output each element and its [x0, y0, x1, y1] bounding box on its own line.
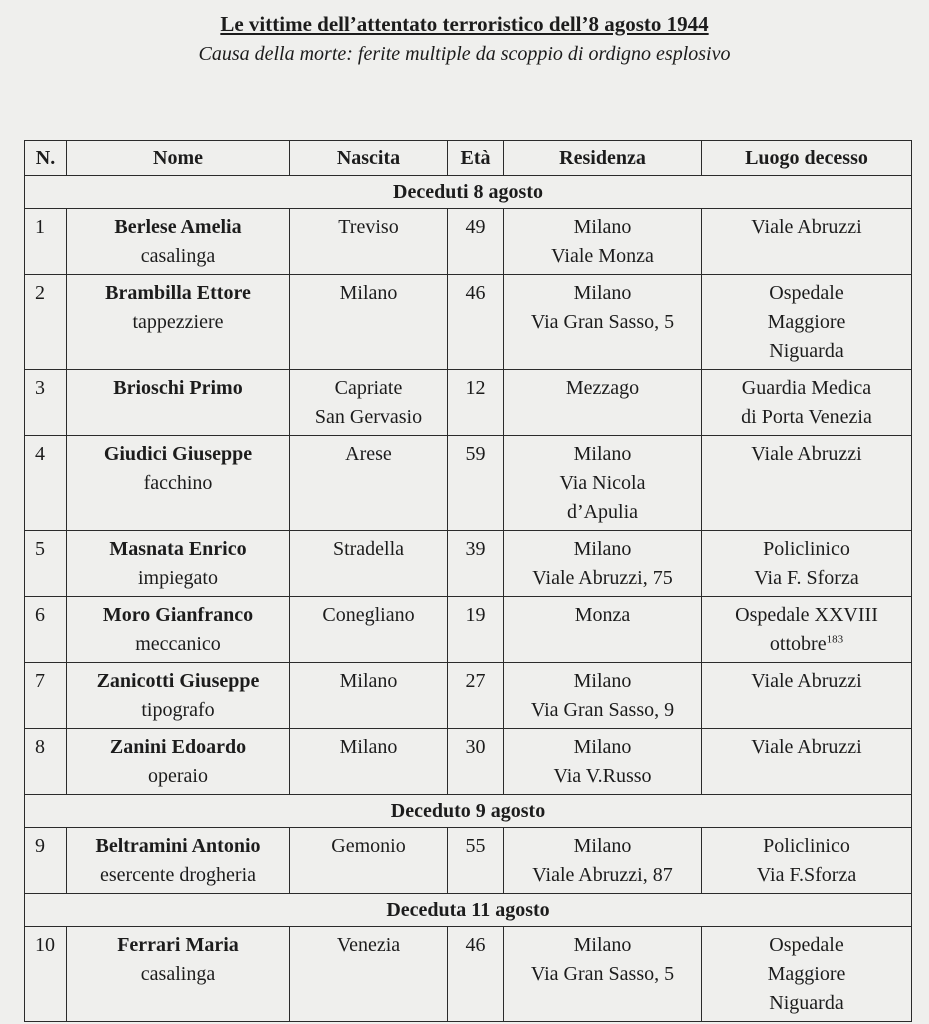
- death-place-line: Maggiore: [767, 311, 846, 333]
- death-place-line-with-note: [706, 630, 907, 659]
- cell-age: 59: [448, 436, 504, 531]
- residence-line: d’Apulia: [566, 501, 639, 523]
- birthplace-line: Milano: [339, 670, 398, 692]
- cell-number: 1: [25, 209, 67, 275]
- death-place-line: Ospedale XXVIII: [735, 604, 878, 626]
- victim-name: Beltramini Antonio: [95, 835, 261, 857]
- column-header-death-place: Luogo decesso: [702, 141, 912, 176]
- birthplace-line: Venezia: [336, 934, 401, 956]
- death-place-line: ottobre: [769, 633, 827, 655]
- residence-line: Milano: [573, 835, 632, 857]
- death-place-line: Viale Abruzzi: [751, 736, 862, 758]
- group-label: Deceduta 11 agosto: [25, 894, 912, 927]
- cell-residence: [504, 436, 702, 531]
- cell-birthplace: [290, 729, 448, 795]
- group-header-row: [25, 795, 912, 828]
- cell-number: 5: [25, 531, 67, 597]
- column-header-residence: Residenza: [504, 141, 702, 176]
- cell-birthplace: [290, 531, 448, 597]
- table-body: [25, 176, 912, 1022]
- cell-age: 27: [448, 663, 504, 729]
- cell-residence: [504, 663, 702, 729]
- victim-occupation: tipografo: [141, 699, 215, 721]
- birthplace-line: Gemonio: [331, 835, 406, 857]
- death-place-line: Policlinico: [763, 835, 850, 857]
- cell-birthplace: [290, 927, 448, 1022]
- cell-death-place: [702, 209, 912, 275]
- cell-number: 8: [25, 729, 67, 795]
- cell-death-place: [702, 436, 912, 531]
- cell-name: [67, 597, 290, 663]
- cell-birthplace: [290, 370, 448, 436]
- cell-birthplace: [290, 436, 448, 531]
- victim-name: Zanicotti Giuseppe: [96, 670, 260, 692]
- death-place-line: Viale Abruzzi: [751, 443, 862, 465]
- victim-occupation: tappezziere: [132, 311, 224, 333]
- cell-name: [67, 927, 290, 1022]
- residence-line: Milano: [573, 538, 632, 560]
- residence-line: Milano: [573, 934, 632, 956]
- death-place-line: Maggiore: [767, 963, 846, 985]
- death-place-line: Via F. Sforza: [754, 567, 859, 589]
- cell-name: [67, 209, 290, 275]
- cell-number: 10: [25, 927, 67, 1022]
- death-place-line: Ospedale: [769, 282, 844, 304]
- death-place-line: Viale Abruzzi: [751, 216, 862, 238]
- cell-residence: [504, 209, 702, 275]
- table-row: [25, 663, 912, 729]
- page-title: Le vittime dell’attentato terroristico dell’8 agosto 1944: [220, 12, 709, 36]
- cell-number: 3: [25, 370, 67, 436]
- table-header-row: [25, 141, 912, 176]
- footnote-marker[interactable]: 183: [826, 633, 844, 646]
- cell-name: [67, 729, 290, 795]
- cell-residence: [504, 275, 702, 370]
- residence-line: Viale Abruzzi, 75: [532, 567, 673, 589]
- residence-line: Viale Monza: [551, 245, 654, 267]
- cell-birthplace: [290, 828, 448, 894]
- table-row: [25, 927, 912, 1022]
- cell-age: 12: [448, 370, 504, 436]
- residence-line: Milano: [573, 216, 632, 238]
- cell-number: 7: [25, 663, 67, 729]
- birthplace-line: Milano: [339, 282, 398, 304]
- cell-residence: [504, 597, 702, 663]
- victim-occupation: meccanico: [135, 633, 221, 655]
- death-place-line: Niguarda: [769, 340, 844, 362]
- residence-line: Milano: [573, 736, 632, 758]
- death-place-line: Policlinico: [763, 538, 850, 560]
- cell-name: [67, 370, 290, 436]
- residence-line: Milano: [573, 443, 632, 465]
- column-header-number: N.: [25, 141, 67, 176]
- victim-name: Brambilla Ettore: [105, 282, 251, 304]
- death-place-line: di Porta Venezia: [741, 406, 872, 428]
- death-place-line: Ospedale: [769, 934, 844, 956]
- victim-name: Masnata Enrico: [109, 538, 247, 560]
- victim-occupation: operaio: [148, 765, 208, 787]
- cell-name: [67, 275, 290, 370]
- table-row: [25, 828, 912, 894]
- residence-line: Via Gran Sasso, 9: [530, 699, 675, 721]
- cell-birthplace: [290, 597, 448, 663]
- table-row: [25, 209, 912, 275]
- cell-age: 39: [448, 531, 504, 597]
- residence-line: Viale Abruzzi, 87: [532, 864, 673, 886]
- cell-number: 4: [25, 436, 67, 531]
- group-header-row: [25, 894, 912, 927]
- cell-residence: [504, 531, 702, 597]
- residence-line: Via Gran Sasso, 5: [530, 311, 675, 333]
- birthplace-line: Capriate: [334, 377, 403, 399]
- cell-residence: [504, 927, 702, 1022]
- cell-death-place: [702, 597, 912, 663]
- victim-occupation: casalinga: [140, 245, 216, 267]
- residence-line: Via Gran Sasso, 5: [530, 963, 675, 985]
- cell-death-place: [702, 663, 912, 729]
- cell-name: [67, 531, 290, 597]
- victim-name: Ferrari Maria: [117, 934, 239, 956]
- cell-number: 9: [25, 828, 67, 894]
- cell-age: 46: [448, 275, 504, 370]
- death-place-line: Guardia Medica: [741, 377, 872, 399]
- cell-birthplace: [290, 275, 448, 370]
- cell-death-place: [702, 927, 912, 1022]
- cell-birthplace: [290, 209, 448, 275]
- cell-name: [67, 436, 290, 531]
- residence-line: Monza: [574, 604, 631, 626]
- cell-death-place: [702, 370, 912, 436]
- cell-age: 55: [448, 828, 504, 894]
- death-place-line: Niguarda: [769, 992, 844, 1014]
- victim-occupation: impiegato: [138, 567, 218, 589]
- victim-occupation: casalinga: [140, 963, 216, 985]
- group-label: Deceduti 8 agosto: [25, 176, 912, 209]
- victim-name: Giudici Giuseppe: [103, 443, 253, 465]
- victim-occupation: facchino: [143, 472, 213, 494]
- victims-table: [24, 140, 912, 1022]
- table-row: [25, 436, 912, 531]
- residence-line: Milano: [573, 282, 632, 304]
- victim-occupation: esercente drogheria: [99, 864, 256, 886]
- residence-line: Via Nicola: [559, 472, 646, 494]
- victim-name: Berlese Amelia: [114, 216, 242, 238]
- column-header-age: Età: [448, 141, 504, 176]
- birthplace-line: San Gervasio: [314, 406, 423, 428]
- birthplace-line: Milano: [339, 736, 398, 758]
- cell-age: 19: [448, 597, 504, 663]
- group-header-row: [25, 176, 912, 209]
- cell-death-place: [702, 828, 912, 894]
- cell-name: [67, 828, 290, 894]
- birthplace-line: Conegliano: [322, 604, 415, 626]
- residence-line: Milano: [573, 670, 632, 692]
- page-subtitle: Causa della morte: ferite multiple da scoppio di ordigno esplosivo: [198, 43, 731, 65]
- birthplace-line: Arese: [345, 443, 392, 465]
- cell-age: 49: [448, 209, 504, 275]
- victim-name: Moro Gianfranco: [102, 604, 254, 626]
- table-row: [25, 597, 912, 663]
- cell-residence: [504, 729, 702, 795]
- cell-birthplace: [290, 663, 448, 729]
- cell-number: 6: [25, 597, 67, 663]
- birthplace-line: Stradella: [332, 538, 405, 560]
- table-row: [25, 275, 912, 370]
- residence-line: Via V.Russo: [553, 765, 652, 787]
- table-row: [25, 370, 912, 436]
- column-header-birth: Nascita: [290, 141, 448, 176]
- cell-death-place: [702, 531, 912, 597]
- group-label: Deceduto 9 agosto: [25, 795, 912, 828]
- column-header-name: Nome: [67, 141, 290, 176]
- cell-death-place: [702, 729, 912, 795]
- cell-residence: [504, 828, 702, 894]
- birthplace-line: Treviso: [338, 216, 399, 238]
- cell-age: 46: [448, 927, 504, 1022]
- victim-name: Brioschi Primo: [113, 377, 243, 399]
- cell-age: 30: [448, 729, 504, 795]
- cell-residence: [504, 370, 702, 436]
- victim-name: Zanini Edoardo: [109, 736, 247, 758]
- table-row: [25, 729, 912, 795]
- cell-name: [67, 663, 290, 729]
- table-row: [25, 531, 912, 597]
- cell-death-place: [702, 275, 912, 370]
- cell-number: 2: [25, 275, 67, 370]
- residence-line: Mezzago: [565, 377, 640, 399]
- death-place-line: Viale Abruzzi: [751, 670, 862, 692]
- death-place-line: Via F.Sforza: [756, 864, 857, 886]
